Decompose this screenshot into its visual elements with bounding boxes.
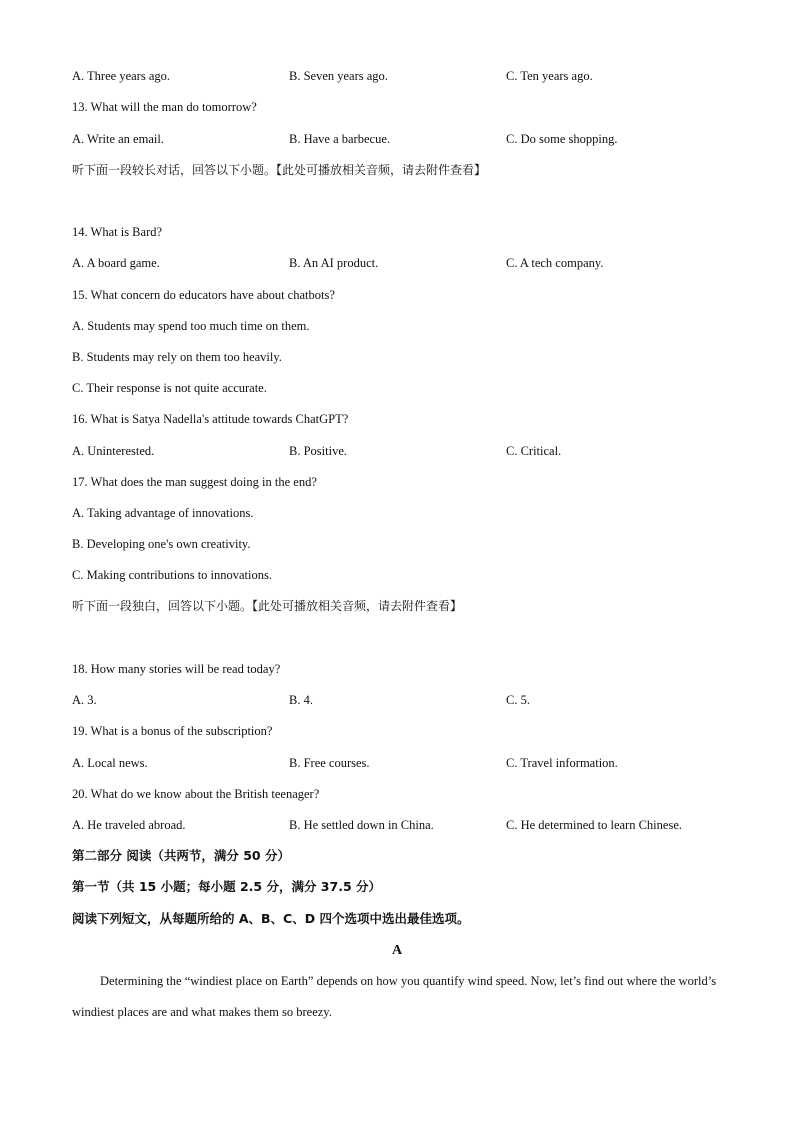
q17-option-b: B. Developing one's own creativity. [72,537,251,551]
q15-option-a: A. Students may spend too much time on them. [72,319,310,333]
q14-option-a: A. A board game. [72,256,160,270]
q13-option-c: C. Do some shopping. [506,132,618,146]
q13-option-a: A. Write an email. [72,132,164,146]
q19-option-c: C. Travel information. [506,756,618,770]
q12-option-c: C. Ten years ago. [506,69,593,83]
q12-option-a: A. Three years ago. [72,69,170,83]
passage-paragraph: Determining the “windiest place on Earth” depends on how you quantify wind speed. Now, let’s find out where the world’s windiest places are and what makes them so breezy. [72,974,717,1019]
q13-option-b: B. Have a barbecue. [289,132,390,146]
q14-question: 14. What is Bard? [72,225,163,239]
monologue-instruction: 听下面一段独白，回答以下小题。【此处可播放相关音频，请去附件查看】 [72,599,463,613]
q14-option-b: B. An AI product. [289,256,379,270]
q19-option-b: B. Free courses. [289,756,370,770]
q17-option-a: A. Taking advantage of innovations. [72,506,254,520]
q18-option-c: C. 5. [506,693,530,707]
section1-heading: 第一节（共 15 小题；每小题 2.5 分，满分 37.5 分） [72,879,381,894]
passage-label: A [391,943,403,958]
q17-option-c: C. Making contributions to innovations. [72,568,272,582]
reading-instruction: 阅读下列短文，从每题所给的 A、B、C、D 四个选项中选出最佳选项。 [72,911,470,926]
q15-option-c: C. Their response is not quite accurate. [72,381,267,395]
q19-question: 19. What is a bonus of the subscription? [72,724,273,738]
q16-question: 16. What is Satya Nadella's attitude towards ChatGPT? [72,412,349,426]
q15-question: 15. What concern do educators have about chatbots? [72,288,335,302]
part2-heading: 第二部分 阅读（共两节，满分 50 分） [72,848,290,863]
q18-option-b: B. 4. [289,693,313,707]
q19-option-a: A. Local news. [72,756,148,770]
q17-question: 17. What does the man suggest doing in the end? [72,475,317,489]
q20-option-b: B. He settled down in China. [289,818,434,832]
q20-question: 20. What do we know about the British teenager? [72,787,320,801]
q18-question: 18. How many stories will be read today? [72,662,281,676]
q14-option-c: C. A tech company. [506,256,604,270]
q16-option-a: A. Uninterested. [72,444,155,458]
q15-option-b: B. Students may rely on them too heavily. [72,350,282,364]
q16-option-c: C. Critical. [506,444,562,458]
long-dialogue-instruction: 听下面一段较长对话，回答以下小题。【此处可播放相关音频，请去附件查看】 [72,163,487,177]
q13-question: 13. What will the man do tomorrow? [72,100,257,114]
q12-option-b: B. Seven years ago. [289,69,388,83]
q18-option-a: A. 3. [72,693,97,707]
q20-option-c: C. He determined to learn Chinese. [506,818,682,832]
q20-option-a: A. He traveled abroad. [72,818,186,832]
q16-option-b: B. Positive. [289,444,347,458]
